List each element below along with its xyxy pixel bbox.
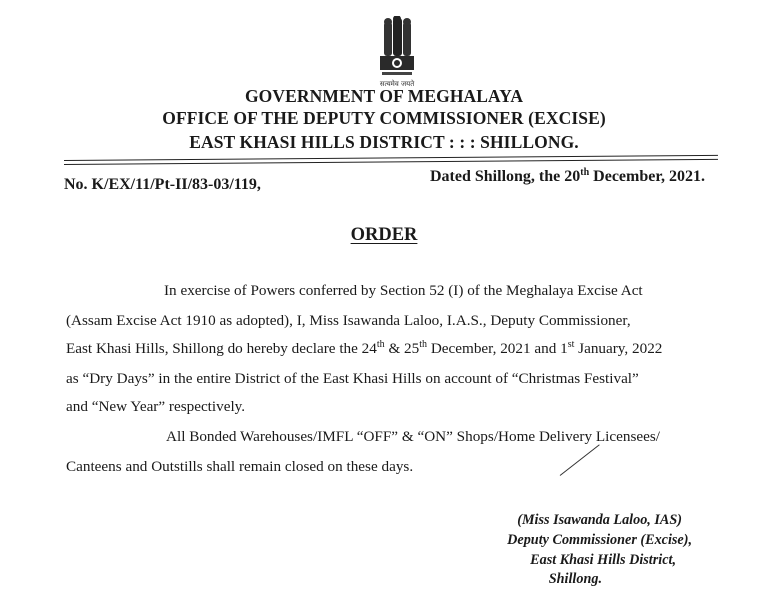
signature-stroke (560, 444, 600, 476)
header-district: EAST KHASI HILLS DISTRICT : : : SHILLONG. (189, 132, 579, 152)
paragraph-1-line-1: In exercise of Powers conferred by Section 52 (I) of the Meghalaya Excise Act (164, 282, 643, 299)
order-title: ORDER (350, 225, 418, 245)
paragraph-1-line-2: (Assam Excise Act 1910 as adopted), I, Miss Isawanda Laloo, I.A.S., Deputy Commissioner, (66, 312, 631, 329)
reference-number: No. K/EX/11/Pt-II/83-03/119, (64, 176, 261, 193)
header-government: GOVERNMENT OF MEGHALAYA (244, 86, 524, 106)
paragraph-1-line-3: East Khasi Hills, Shillong do hereby declare the 24th & 25th December, 2021 and 1st January, 2022 (66, 339, 663, 357)
dated-line: Dated Shillong, the 20th December, 2021. (430, 167, 705, 185)
paragraph-2-line-2: Canteens and Outstills shall remain closed on these days. (66, 458, 414, 475)
signatory-name: (Miss Isawanda Laloo, IAS) (517, 512, 682, 528)
svg-text:सत्यमेव जयते: सत्यमेव जयते (379, 80, 415, 88)
signatory-place: Shillong. (548, 571, 602, 587)
signatory-designation: Deputy Commissioner (Excise), (507, 532, 692, 548)
paragraph-1-line-5: and “New Year” respectively. (66, 398, 246, 415)
state-emblem-icon (366, 16, 428, 96)
paragraph-1-line-4: as “Dry Days” in the entire District of the East Khasi Hills on account of “Christmas Festival” (66, 370, 639, 387)
header-office: OFFICE OF THE DEPUTY COMMISSIONER (EXCISE) (162, 108, 606, 128)
paragraph-2-line-1: All Bonded Warehouses/IMFL “OFF” & “ON” Shops/Home Delivery Licensees/ (166, 428, 660, 445)
signatory-district: East Khasi Hills District, (530, 552, 676, 568)
